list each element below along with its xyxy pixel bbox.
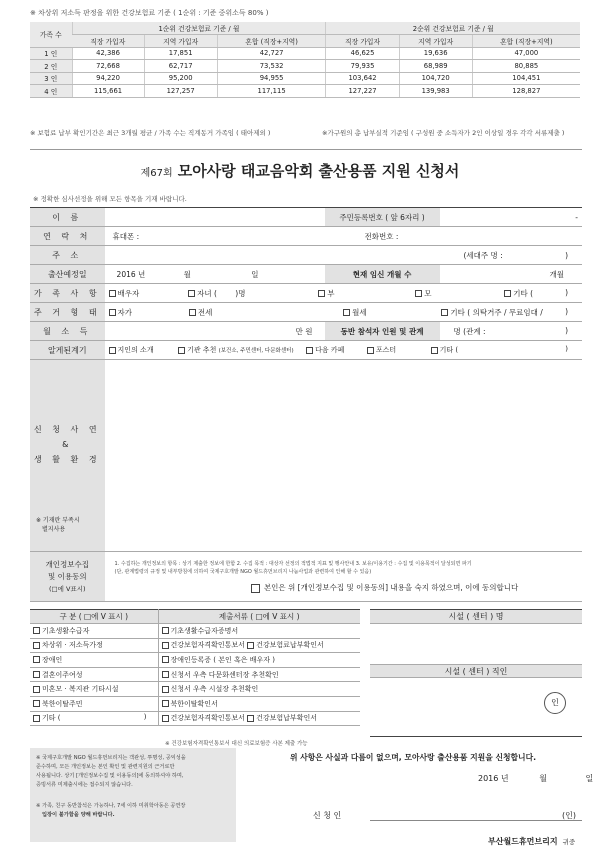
- application-form: [30, 207, 582, 602]
- checkbox[interactable]: [162, 627, 169, 634]
- companion-field[interactable]: 명 (관계 : ): [440, 322, 582, 341]
- contact-label: 연 락 처: [30, 227, 105, 246]
- checkbox[interactable]: [162, 686, 169, 693]
- address-label: 주 소: [30, 246, 105, 265]
- applicant-signature-line[interactable]: [370, 820, 582, 821]
- table-note-right: ※가구원의 총 납부실적 기준임 ( 구성원 중 소득자가 2인 이상일 경우 각각 서류제출 ): [322, 129, 565, 137]
- table-row: 차상위 · 저소득가정 건강보험자격확인통보서 건강보험료납부확인서: [30, 638, 360, 653]
- checkbox[interactable]: [33, 700, 40, 707]
- table-row: 4 인 115,661 127,257 117,115 127,227 139,983 128,827: [30, 85, 580, 98]
- checkbox[interactable]: [441, 309, 448, 316]
- checkbox[interactable]: [431, 347, 438, 354]
- facility-name-field[interactable]: [370, 624, 582, 664]
- checkbox[interactable]: [162, 656, 169, 663]
- recipient: 부산월드휴먼브리지 귀중: [488, 837, 576, 846]
- facility-seal-field[interactable]: [370, 678, 582, 734]
- facility-name-label: 시설 ( 센터 ) 명: [370, 610, 582, 624]
- checkbox[interactable]: [188, 290, 195, 297]
- pregnancy-field[interactable]: 개월: [440, 265, 582, 284]
- instructions: ※ 정확한 심사선정을 위해 모든 항목을 기재 바랍니다.: [33, 195, 187, 203]
- notice-box: ※ 국제구호개발 NGO 월드휴먼브리지는 객관성, 투명성, 공익성을 준수하며, 모든 개인정보는 본인 확인 및 관련지원의 근거로만 사용됩니다. 상기 [개인정보수집 및 이용동의]에 동의하셔야 하며, 증빙서류 미제출시에는 접수되지 않습니다. ※ 가족, 친구 동반참석은 가능하나, 7세 이하 미취학아동은 공연장 입장이 불가함을 양해 바랍니다.: [30, 748, 236, 842]
- income-criteria-note: ※ 차상위 저소득 판정을 위한 건강보험료 기준 ( 1순위 : 기준 중위소득 80% ): [30, 9, 269, 17]
- source-options: 지인의 소개 기관 추천 (보건소, 주민센터, 다문화센터) 다음 카페 포스터 기타 ( ): [105, 341, 582, 360]
- privacy-agree-text: 본인은 위 [개인정보수집 및 이용동의] 내용을 숙지 하였으며, 이에 동의합니다: [263, 583, 519, 592]
- checkbox[interactable]: [162, 700, 169, 707]
- checkbox[interactable]: [162, 671, 169, 678]
- category-footnote: ※ 건강보험자격확인통보서 대신 의료보험증 사본 제출 가능: [165, 741, 308, 747]
- checkbox[interactable]: [33, 642, 40, 649]
- declaration: 위 사항은 사실과 다름이 없으며, 모아사랑 출산용품 지원을 신청합니다.: [290, 753, 537, 762]
- seal-circle-icon: 인: [544, 692, 566, 714]
- table-row: 결혼이주여성 신청서 우측 다문화센터장 추천확인: [30, 667, 360, 682]
- privacy-content: 1. 수집하는 개인정보의 항목 : 상기 제출한 정보에 한함 2. 수집 목적 : 대상자 선정의 적법적 지표 및 행사안내 3. 보유/이용기간 : 수집 및 이용목적이 달성되면 파기 (단, 관계법령의 규정 및 내부방침에 의하여 국제구호개발 NGO 월드휴먼브리지 나눔사업과 관련하여 인해 할 수 있음) 본인은 위 [개인정보수집 및 이용동의] 내용을 숙지 하였으며, 이에 동의합니다: [105, 552, 582, 602]
- sub-header: 지역 가입자: [399, 35, 472, 48]
- name-field[interactable]: [105, 208, 325, 227]
- sub-header: 혼합 (직장+지역): [472, 35, 580, 48]
- checkbox[interactable]: [247, 642, 254, 649]
- checkbox[interactable]: [178, 347, 185, 354]
- facility-seal-label: 시설 ( 센터 ) 직인: [370, 664, 582, 678]
- family-label: 가 족 사 항: [30, 284, 105, 303]
- checkbox[interactable]: [33, 627, 40, 634]
- family-count-header: 가족 수: [30, 22, 72, 47]
- pregnancy-label: 현재 임신 개월 수: [325, 265, 440, 284]
- category-table: [30, 609, 360, 726]
- phone-field[interactable]: 전화번호 :: [325, 227, 582, 246]
- checkbox[interactable]: [109, 309, 116, 316]
- title-main: 모아사랑 태교음악회 출산용품 지원 신청서: [177, 162, 460, 180]
- due-date-label: 출산예정일: [30, 265, 105, 284]
- checkbox[interactable]: [33, 656, 40, 663]
- table-row: 기타 ( ) 건강보험자격확인통보서 건강보험납부확인서: [30, 711, 360, 726]
- checkbox[interactable]: [343, 309, 350, 316]
- family-options: 배우자 자녀 ( )명 부 모 기타 ( ): [105, 284, 582, 303]
- sub-header: 지역 가입자: [144, 35, 217, 48]
- privacy-agree-checkbox[interactable]: [251, 584, 260, 593]
- table-row: 2 인 72,668 62,717 73,532 79,935 68,989 80,885: [30, 60, 580, 73]
- table-row: 1 인 42,386 17,851 42,727 46,625 19,636 47,000: [30, 47, 580, 60]
- table-note-left: ※ 보험료 납부 확인기간은 최근 3개월 평균 / 가족 수는 직계동거 가족임 ( 태아제외 ): [30, 129, 271, 137]
- housing-options: 자가 전세 월세 기타 ( 의탁거주 / 무료임대 / ): [105, 303, 582, 322]
- income-field[interactable]: 만 원: [105, 322, 325, 341]
- id-field[interactable]: -: [440, 208, 582, 227]
- income-label: 월 소 득: [30, 322, 105, 341]
- checkbox[interactable]: [33, 671, 40, 678]
- applicant-label: 신 청 인: [313, 811, 342, 820]
- name-label: 이 름: [30, 208, 105, 227]
- table-row: 미혼모 · 복지관 기타시설 신청서 우측 시설장 추천확인: [30, 682, 360, 697]
- housing-label: 주 거 형 태: [30, 303, 105, 322]
- source-label: 알게된계기: [30, 341, 105, 360]
- checkbox[interactable]: [318, 290, 325, 297]
- checkbox[interactable]: [162, 642, 169, 649]
- group2-header: 2순위 건강보험료 기준 / 월: [326, 22, 580, 35]
- group1-header: 1순위 건강보험료 기준 / 월: [72, 22, 326, 35]
- applicant-seal: (인): [562, 811, 576, 820]
- checkbox[interactable]: [162, 715, 169, 722]
- table-row: 기초생활수급자 기초생활수급자증명서: [30, 624, 360, 639]
- table-row: 북한이탈주민 북한이탈확인서: [30, 696, 360, 711]
- checkbox[interactable]: [504, 290, 511, 297]
- table-row: 장애인 장애인등록증 ( 본인 혹은 배우자 ): [30, 653, 360, 668]
- privacy-agree-row: [115, 582, 578, 593]
- checkbox[interactable]: [306, 347, 313, 354]
- sub-header: 직장 가입자: [72, 35, 144, 48]
- id-label: 주민등록번호 ( 앞 6자리 ): [325, 208, 440, 227]
- checkbox[interactable]: [109, 290, 116, 297]
- table-row: 3 인 94,220 95,200 94,955 103,642 104,720 104,451: [30, 72, 580, 85]
- reason-textarea[interactable]: [105, 360, 582, 552]
- address-field[interactable]: (세대주 명 : ): [105, 246, 582, 265]
- checkbox[interactable]: [247, 715, 254, 722]
- companion-label: 동반 참석자 인원 및 관계: [325, 322, 440, 341]
- mobile-field[interactable]: 휴대폰 :: [105, 227, 325, 246]
- title-prefix: 제67회: [140, 168, 173, 179]
- due-date-field[interactable]: 2016 년 월 일: [105, 265, 325, 284]
- category-header: 구 분 ( □에 V 표시 ): [30, 610, 158, 624]
- sub-header: 직장 가입자: [326, 35, 399, 48]
- checkbox[interactable]: [367, 347, 374, 354]
- income-criteria-table: [30, 22, 580, 98]
- application-date[interactable]: 2016 년 월 일: [478, 774, 594, 783]
- reason-label: 신 청 사 연 & 생 활 환 경 ※ 기재란 부족시 별지사용: [30, 360, 105, 552]
- facility-box: [370, 609, 582, 737]
- checkbox[interactable]: [33, 715, 40, 722]
- checkbox[interactable]: [415, 290, 422, 297]
- documents-header: 제출서류 ( □에 V 표시 ): [158, 610, 360, 624]
- privacy-label: 개인정보수집 및 이용동의 (□에 V표시): [30, 552, 105, 602]
- checkbox[interactable]: [109, 347, 116, 354]
- page-title: [0, 160, 600, 181]
- checkbox[interactable]: [33, 686, 40, 693]
- sub-header: 혼합 (직장+지역): [217, 35, 326, 48]
- checkbox[interactable]: [189, 309, 196, 316]
